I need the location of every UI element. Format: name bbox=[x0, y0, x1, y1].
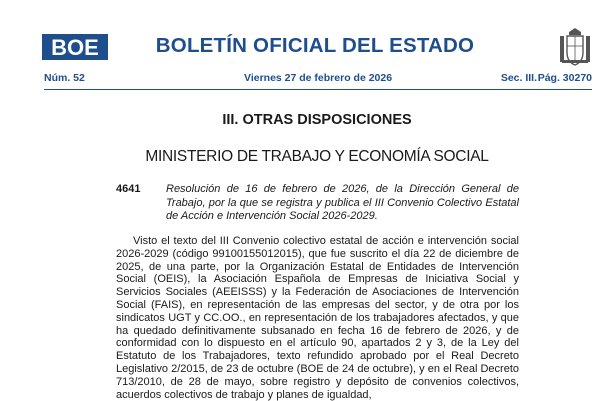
coat-of-arms-icon bbox=[558, 28, 592, 68]
ministry-heading: MINISTERIO DE TRABAJO Y ECONOMÍA SOCIAL bbox=[145, 148, 489, 165]
header-meta-row bbox=[44, 72, 592, 88]
boe-logo bbox=[42, 34, 108, 60]
body-paragraph: Visto el texto del III Convenio colectivo estatal de acción e intervención social 2026-2029 (código 99100155012015), que fue suscrito el día 22 de diciembre de 2025, de una parte, por la Organización Estatal de Entidades de Intervención Social (OEIS), la Asociación Española de Empresas de Iniciativa Social y Servicios Sociales (AEEISSS) y la Federación de Asociaciones de Intervención Social (FAIS), en representación de las empresas del sector, y de otra por los sindicatos UGT y CC.OO., en representación de los trabajadores afectados, y que ha quedado definitivamente subsanado en fecha 16 de febrero de 2026, y de conformidad con lo dispuesto en el artículo 90, apartados 2 y 3, de la Ley del Estatuto de los Trabajadores, texto refundido aprobado por el Real Decreto Legislativo 2/2015, de 23 de octubre (BOE de 24 de octubre), y en el Real Decreto 713/2010, de 28 de mayo, sobre registro y depósito de convenios colectivos, acuerdos colectivos de trabajo y planes de igualdad, bbox=[116, 235, 519, 401]
issue-number: Núm. 52 bbox=[44, 72, 85, 84]
boe-logo-text: BOE bbox=[51, 35, 99, 60]
publication-date: Viernes 27 de febrero de 2026 bbox=[244, 72, 393, 84]
reference-number: 4641 bbox=[116, 183, 141, 195]
page-number: Pág. 30270 bbox=[537, 72, 592, 84]
section-heading: III. OTRAS DISPOSICIONES bbox=[222, 112, 412, 128]
masthead-title: BOLETÍN OFICIAL DEL ESTADO bbox=[155, 34, 475, 57]
section-label: Sec. III. bbox=[500, 72, 537, 84]
resolution-title: Resolución de 16 de febrero de 2026, de la Dirección General de Trabajo, por la que se registra y publica el III Convenio Colectivo Estatal de Acción e Intervención Social 2026-2029. bbox=[166, 183, 519, 222]
header-divider bbox=[44, 89, 592, 90]
